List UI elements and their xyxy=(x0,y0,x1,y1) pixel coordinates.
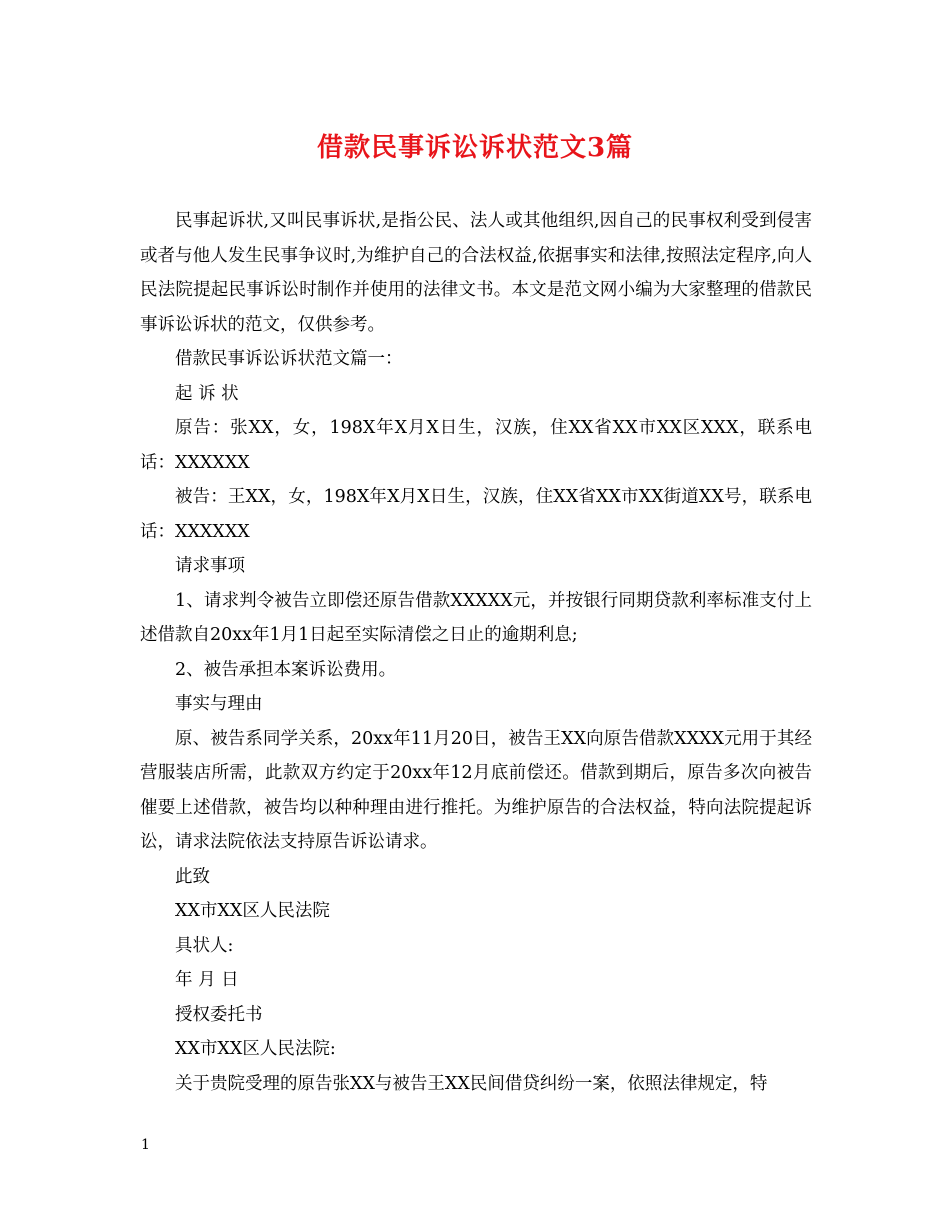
facts-paragraph: 原、被告系同学关系，20xx年11月20日，被告王XX向原告借款XXXX元用于其经营服装店所需，此款双方约定于20xx年12月底前偿还。借款到期后，原告多次向被告催要上述借款，被告均以种种理由进行推托。为维护原告的合法权益，特向法院提起诉讼，请求法院依法支持原告诉讼请求。 xyxy=(140,728,812,852)
court-name: XX市XX区人民法院 xyxy=(175,901,330,921)
power-of-attorney-heading: 授权委托书 xyxy=(175,1004,263,1025)
page-number: 1 xyxy=(141,1137,150,1153)
plaintiff-info: 原告：张XX，女，198X年X月X日生，汉族，住XX省XX市XX区XXX，联系电话：XXXXXX xyxy=(140,418,812,473)
claim-item-2: 2、被告承担本案诉讼费用。 xyxy=(175,659,397,680)
signer-label: 具状人: xyxy=(175,935,234,956)
defendant-info: 被告：王XX，女，198X年X月X日生，汉族，住XX省XX市XX街道XX号，联系电话：XXXXXX xyxy=(140,487,812,542)
claim-item-1: 1、请求判令被告立即偿还原告借款XXXXX元，并按银行同期贷款利率标准支付上述借款自20xx年1月1日起至实际清偿之日止的逾期利息; xyxy=(140,590,812,645)
facts-heading: 事实与理由 xyxy=(175,694,263,714)
poa-court-address: XX市XX区人民法院: xyxy=(175,1039,336,1059)
claims-heading: 请求事项 xyxy=(175,556,245,576)
document-body xyxy=(140,204,812,1101)
document-title: 借款民事诉讼诉状范文3篇 xyxy=(316,133,634,163)
complaint-heading: 起 诉 状 xyxy=(175,383,239,404)
intro-paragraph: 民事起诉状,又叫民事诉状,是指公民、法人或其他组织,因自己的民事权利受到侵害或者与他人发生民事争议时,为维护自己的合法权益,依据事实和法律,按照法定程序,向人民法院提起民事诉讼时制作并使用的法律文书。本文是范文网小编为大家整理的借款民事诉讼诉状的范文，仅供参考。 xyxy=(140,211,812,335)
poa-body-start: 关于贵院受理的原告张XX与被告王XX民间借贷纠纷一案，依照法律规定，特 xyxy=(175,1073,768,1094)
section-heading-sample-one: 借款民事诉讼诉状范文篇一： xyxy=(175,349,403,369)
date-line: 年 月 日 xyxy=(175,970,239,990)
salutation: 此致 xyxy=(175,866,210,887)
